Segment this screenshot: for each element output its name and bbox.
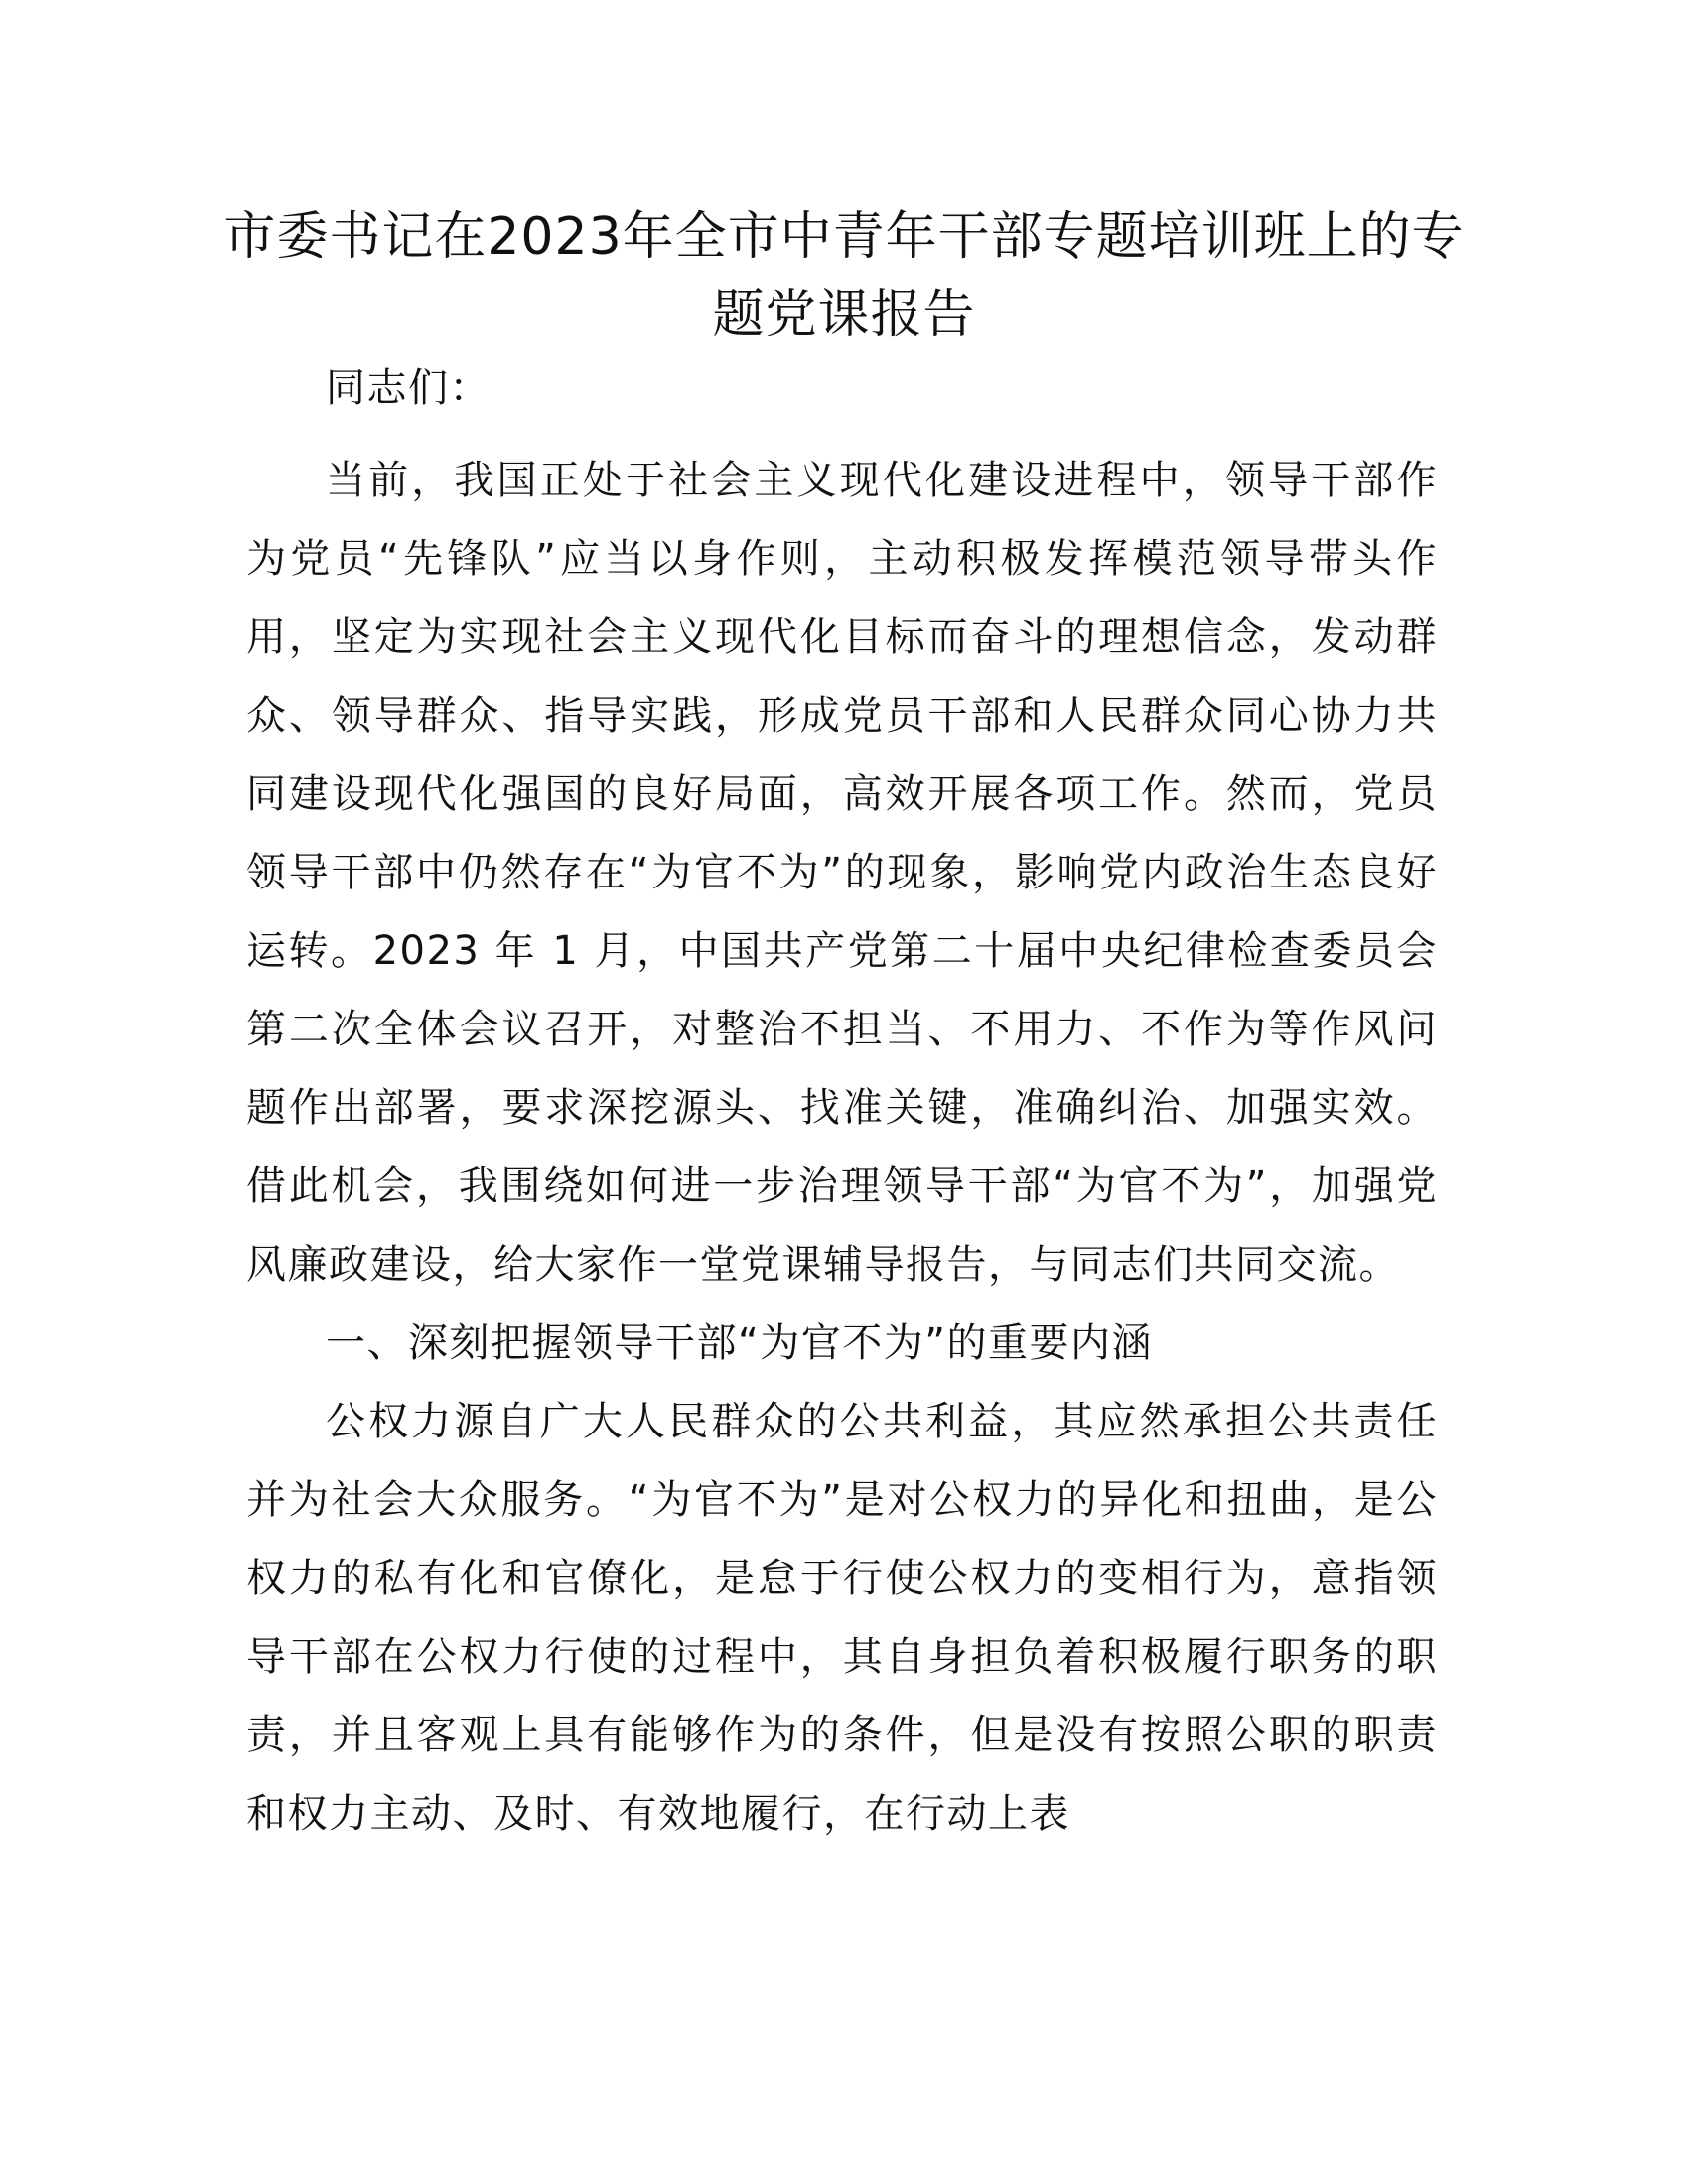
- document-title: 市委书记在2023年全市中青年干部专题培训班上的专题党课报告: [223, 207, 1465, 344]
- paragraph-section-1: 公权力源自广大人民群众的公共利益，其应然承担公共责任并为社会大众服务。“为官不为”是对公权力的异化和扭曲，是公权力的私有化和官僚化，是怠于行使公权力的变相行为，意指领导干部在公权力行使的过程中，其自身担负着积极履行职务的职责，并且客观上具有能够作为的条件，但是没有按照公职的职责和权力主动、及时、有效地履行，在行动上表: [246, 1399, 1438, 1837]
- section-heading: 一、深刻把握领导干部“为官不为”的重要内涵: [326, 1320, 1153, 1366]
- salutation: 同志们：: [326, 365, 491, 411]
- paragraph-intro: 当前，我国正处于社会主义现代化建设进程中，领导干部作为党员“先锋队”应当以身作则，主动积极发挥模范领导带头作用，坚定为实现社会主义现代化目标而奋斗的理想信念，发动群众、领导群众、指导实践，形成党员干部和人民群众同心协力共同建设现代化强国的良好局面，高效开展各项工作。然而，党员领导干部中仍然存在“为官不为”的现象，影响党内政治生态良好运转。2023 年 1 月，中国共产党第二十届中央纪律检查委员会第二次全体会议召开，对整治不担当、不用力、不作为等作风问题作出部署，要求深挖源头、找准关键，准确纠治、加强实效。借此机会，我围绕如何进一步治理领导干部“为官不为”，加强党风廉政建设，给大家作一堂党课辅导报告，与同志们共同交流。: [246, 458, 1438, 1288]
- document-body: [246, 349, 1438, 1853]
